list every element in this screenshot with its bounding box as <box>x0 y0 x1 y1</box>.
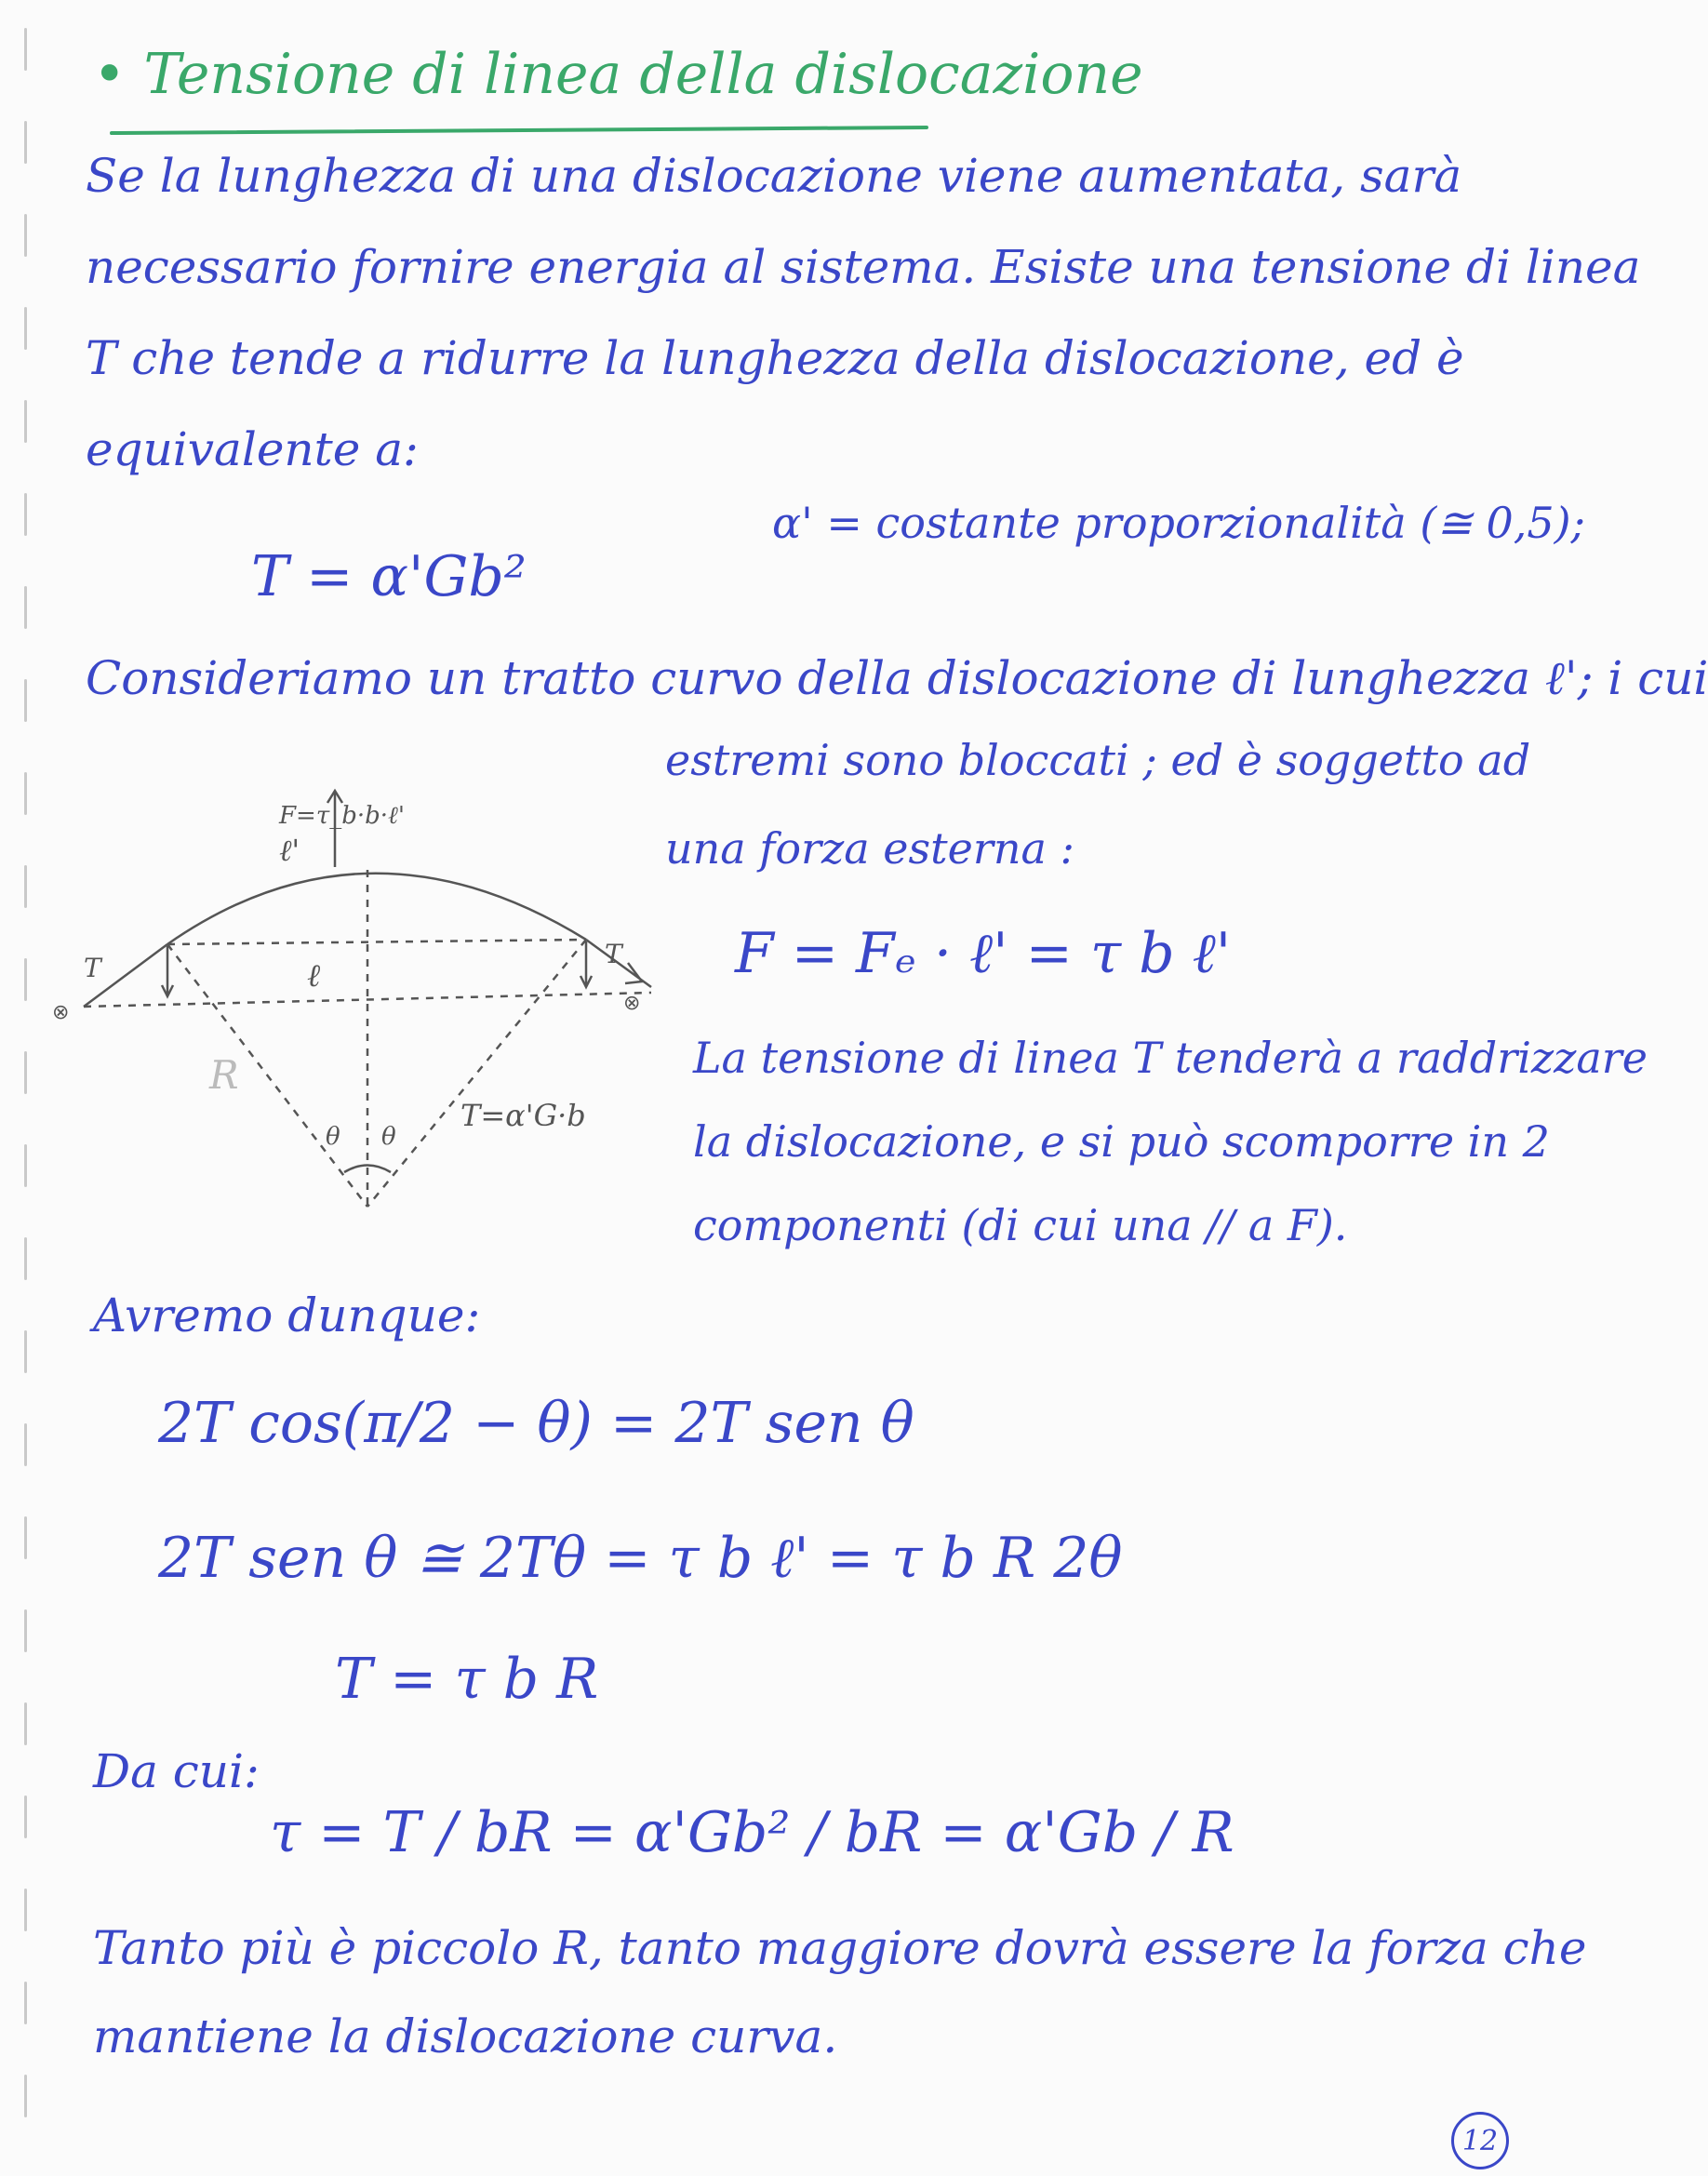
page-number: 12 <box>1451 2112 1509 2169</box>
margin-marks <box>24 28 30 2158</box>
paragraph-line-3: T che tende a ridurre la lunghezza della dislocazione, ed è <box>86 331 1464 385</box>
equation-1: 2T cos(π/2 − θ) = 2T sen θ <box>158 1391 914 1456</box>
arc-chord-dashed <box>167 940 586 944</box>
conclusion-line-2: mantiene la dislocazione curva. <box>93 2009 838 2063</box>
angle-right-label: θ <box>381 1123 396 1151</box>
alpha-note: α' = costante proporzionalità (≅ 0,5); <box>772 498 1586 548</box>
equation-3: T = τ b R <box>335 1647 599 1712</box>
right-text-line-1: estremi sono bloccati ; ed è soggetto ad <box>665 735 1531 785</box>
page-title: • Tensione di linea della dislocazione <box>93 42 1143 107</box>
paragraph-2: Consideriamo un tratto curvo della dislocazione di lunghezza ℓ'; i cui <box>86 651 1708 705</box>
equation-2: 2T sen θ ≅ 2Tθ = τ b ℓ' = τ b R 2θ <box>158 1526 1123 1591</box>
dislocation-diagram <box>47 786 651 1223</box>
title-underline <box>110 126 928 135</box>
arc-label: ℓ' <box>279 833 300 868</box>
avremo-dunque: Avremo dunque: <box>93 1288 481 1342</box>
tension-left-label: T <box>84 953 101 983</box>
force-label: F=τ_b·b·ℓ' <box>279 802 406 830</box>
tension-right-label: T <box>605 939 622 969</box>
paragraph-line-2: necessario fornire energia al sistema. Esiste una tensione di linea <box>86 240 1641 294</box>
paragraph-line-1: Se la lunghezza di una dislocazione viene aumentata, sarà <box>86 149 1462 203</box>
right-text2-line-1: La tensione di linea T tenderà a raddrizzare <box>693 1033 1648 1083</box>
right-pin-icon: ⊗ <box>623 992 641 1015</box>
radius-right <box>367 940 586 1207</box>
conclusion-line-1: Tanto più è piccolo R, tanto maggiore dovrà essere la forza che <box>93 1921 1587 1975</box>
left-pin-icon: ⊗ <box>52 1001 70 1024</box>
radius-label: R <box>209 1052 239 1098</box>
right-text-line-2: una forza esterna : <box>665 823 1074 874</box>
tension-formula-label: T=α'G·b <box>460 1098 586 1133</box>
right-text2-line-2: la dislocazione, e si può scomporre in 2 <box>693 1116 1550 1167</box>
right-text2-line-3: componenti (di cui una // a F). <box>693 1200 1348 1250</box>
line-tension-formula: T = α'Gb² <box>251 544 527 609</box>
da-cui: Da cui: <box>93 1744 260 1798</box>
chord-label: ℓ <box>307 957 321 995</box>
dislocation-arc <box>167 874 586 944</box>
external-force-formula: F = Fₑ · ℓ' = τ b ℓ' <box>735 921 1232 986</box>
equation-4: τ = T / bR = α'Gb² / bR = α'Gb / R <box>270 1800 1234 1865</box>
paragraph-line-4: equivalente a: <box>86 422 419 476</box>
radius-left <box>167 944 367 1207</box>
angle-left-label: θ <box>326 1123 340 1151</box>
